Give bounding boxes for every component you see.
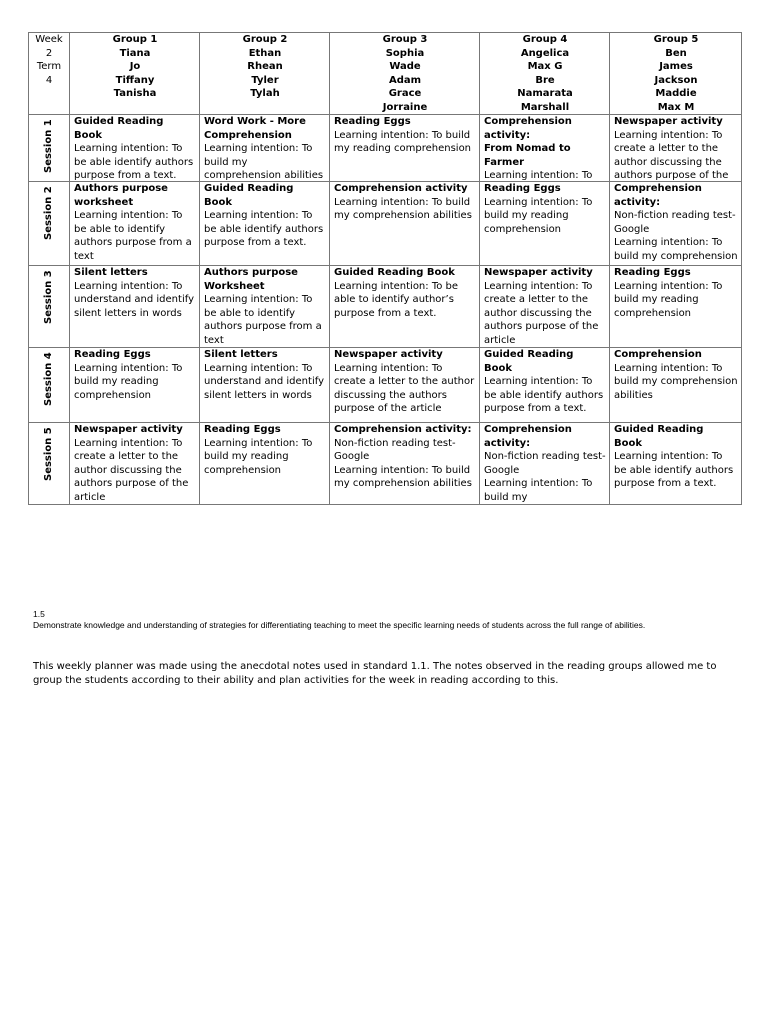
activity-cell: Guided Reading Book Learning intention: To be able identify authors purpose from a text. xyxy=(610,423,742,505)
session-label: Session 4 xyxy=(29,348,70,423)
activity-cell: Comprehension activity: Non-fiction reading test- Google Learning intention: To build my xyxy=(480,423,610,505)
session-1-row xyxy=(29,115,742,182)
activity-cell: Guided Reading Book Learning intention: To be able to identify author’s purpose from a text. xyxy=(330,266,480,348)
activity-cell: Comprehension activity Learning intention: To build my comprehension abilities xyxy=(330,182,480,266)
group-4-header: Group 4 Angelica Max G Bre Namarata Marshall xyxy=(480,33,610,115)
session-2-row xyxy=(29,182,742,266)
activity-cell: Guided Reading Book Learning intention: To be able identify authors purpose from a text. xyxy=(70,115,200,182)
weekly-planner-table xyxy=(28,32,742,505)
activity-cell: Comprehension activity: From Nomad to Farmer Learning intention: To xyxy=(480,115,610,182)
activity-cell: Reading Eggs Learning intention: To build my reading comprehension xyxy=(200,423,330,505)
activity-cell: Comprehension activity: Non-fiction reading test- Google Learning intention: To build my comprehension xyxy=(610,182,742,266)
activity-cell: Authors purpose worksheet Learning intention: To be able to identify authors purpose from a text xyxy=(70,182,200,266)
activity-cell: Reading Eggs Learning intention: To build my reading comprehension xyxy=(610,266,742,348)
activity-cell: Newspaper activity Learning intention: To create a letter to the author discussing the authors purpose of the article xyxy=(70,423,200,505)
activity-cell: Silent letters Learning intention: To understand and identify silent letters in words xyxy=(70,266,200,348)
session-label: Session 3 xyxy=(29,266,70,348)
activity-cell: Newspaper activity Learning intention: To create a letter to the author discussing the authors purpose of the article xyxy=(480,266,610,348)
session-5-row xyxy=(29,423,742,505)
session-3-row xyxy=(29,266,742,348)
week-term-cell: Week 2 Term 4 xyxy=(29,33,70,115)
session-label: Session 2 xyxy=(29,182,70,266)
session-label: Session 1 xyxy=(29,115,70,182)
activity-cell: Newspaper activity Learning intention: To create a letter to the author discussing the authors purpose of the xyxy=(610,115,742,182)
activity-cell: Authors purpose Worksheet Learning intention: To be able to identify authors purpose from a text xyxy=(200,266,330,348)
activity-cell: Reading Eggs Learning intention: To build my reading comprehension xyxy=(330,115,480,182)
activity-cell: Guided Reading Book Learning intention: To be able identify authors purpose from a text. xyxy=(200,182,330,266)
activity-cell: Silent letters Learning intention: To understand and identify silent letters in words xyxy=(200,348,330,423)
activity-cell: Reading Eggs Learning intention: To build my reading comprehension xyxy=(70,348,200,423)
header-row xyxy=(29,33,742,115)
activity-cell: Word Work - More Comprehension Learning intention: To build my comprehension abilities xyxy=(200,115,330,182)
session-label: Session 5 xyxy=(29,423,70,505)
group-2-header: Group 2 Ethan Rhean Tyler Tylah xyxy=(200,33,330,115)
group-3-header: Group 3 Sophia Wade Adam Grace Jorraine xyxy=(330,33,480,115)
group-1-header: Group 1 Tiana Jo Tiffany Tanisha xyxy=(70,33,200,115)
activity-cell: Comprehension Learning intention: To build my comprehension abilities xyxy=(610,348,742,423)
activity-cell: Guided Reading Book Learning intention: To be able identify authors purpose from a text. xyxy=(480,348,610,423)
activity-cell: Newspaper activity Learning intention: To create a letter to the author discussing the authors purpose of the article xyxy=(330,348,480,423)
activity-cell: Comprehension activity: Non-fiction reading test- Google Learning intention: To build my comprehension abilities xyxy=(330,423,480,505)
group-5-header: Group 5 Ben James Jackson Maddie Max M xyxy=(610,33,742,115)
standard-number: 1.5 xyxy=(33,609,45,619)
reflection-paragraph: This weekly planner was made using the anecdotal notes used in standard 1.1. The notes observed in the reading groups allowed me to group the students according to their ability and plan activities for the week in reading according to this. xyxy=(33,661,717,686)
session-4-row xyxy=(29,348,742,423)
activity-cell: Reading Eggs Learning intention: To build my reading comprehension xyxy=(480,182,610,266)
standard-description: Demonstrate knowledge and understanding of strategies for differentiating teaching to meet the specific learning needs of students across the full range of abilities. xyxy=(33,620,646,630)
